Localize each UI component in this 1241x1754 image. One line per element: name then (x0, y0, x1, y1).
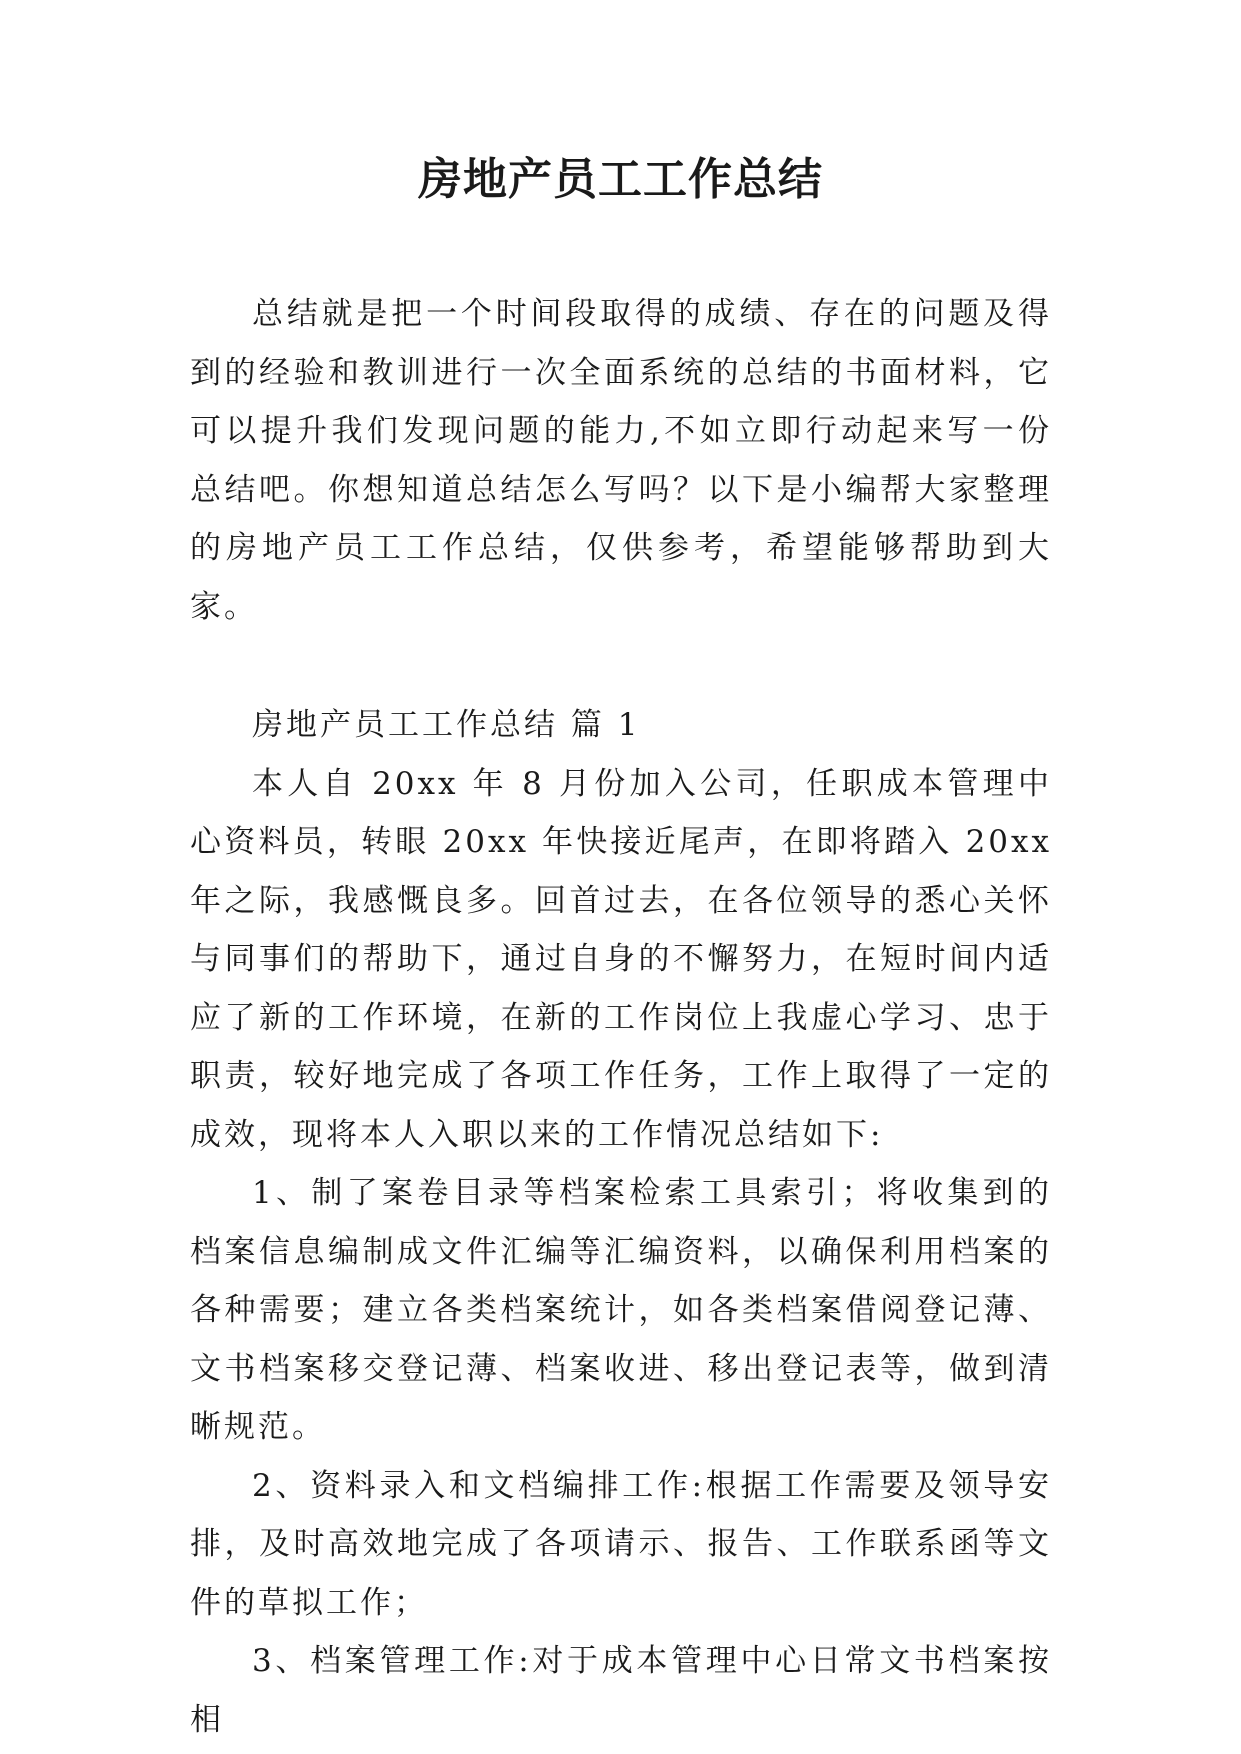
section-spacer (190, 636, 1052, 696)
body-paragraph: 本人自 20xx 年 8 月份加入公司，任职成本管理中心资料员，转眼 20xx 年快接近尾声，在即将踏入 20xx 年之际，我感慨良多。回首过去，在各位领导的悉心关怀与同事们的帮助下，通过自身的不懈努力，在短时间内适应了新的工作环境，在新的工作岗位上我虚心学习、忠于职责，较好地完成了各项工作任务，工作上取得了一定的成效，现将本人入职以来的工作情况总结如下: (190, 765, 1052, 1153)
body-paragraph: 3、档案管理工作:对于成本管理中心日常文书档案按相 (190, 1643, 1052, 1738)
body-paragraph: 2、资料录入和文档编排工作:根据工作需要及领导安排，及时高效地完成了各项请示、报告、工作联系函等文件的草拟工作； (190, 1467, 1052, 1621)
body-paragraph: 1、制了案卷目录等档案检索工具索引；将收集到的档案信息编制成文件汇编等汇编资料，以确保利用档案的各种需要；建立各类档案统计，如各类档案借阅登记薄、文书档案移交登记薄、档案收进、移出登记表等，做到清晰规范。 (190, 1175, 1052, 1445)
document-title: 房地产员工工作总结 (418, 154, 823, 205)
intro-paragraph: 总结就是把一个时间段取得的成绩、存在的问题及得到的经验和教训进行一次全面系统的总结的书面材料，它可以提升我们发现问题的能力,不如立即行动起来写一份总结吧。你想知道总结怎么写吗？以下是小编帮大家整理的房地产员工工作总结，仅供参考，希望能够帮助到大家。 (190, 296, 1052, 625)
section-heading: 房地产员工工作总结 篇 1 (252, 707, 641, 743)
document-body (190, 285, 1052, 1749)
